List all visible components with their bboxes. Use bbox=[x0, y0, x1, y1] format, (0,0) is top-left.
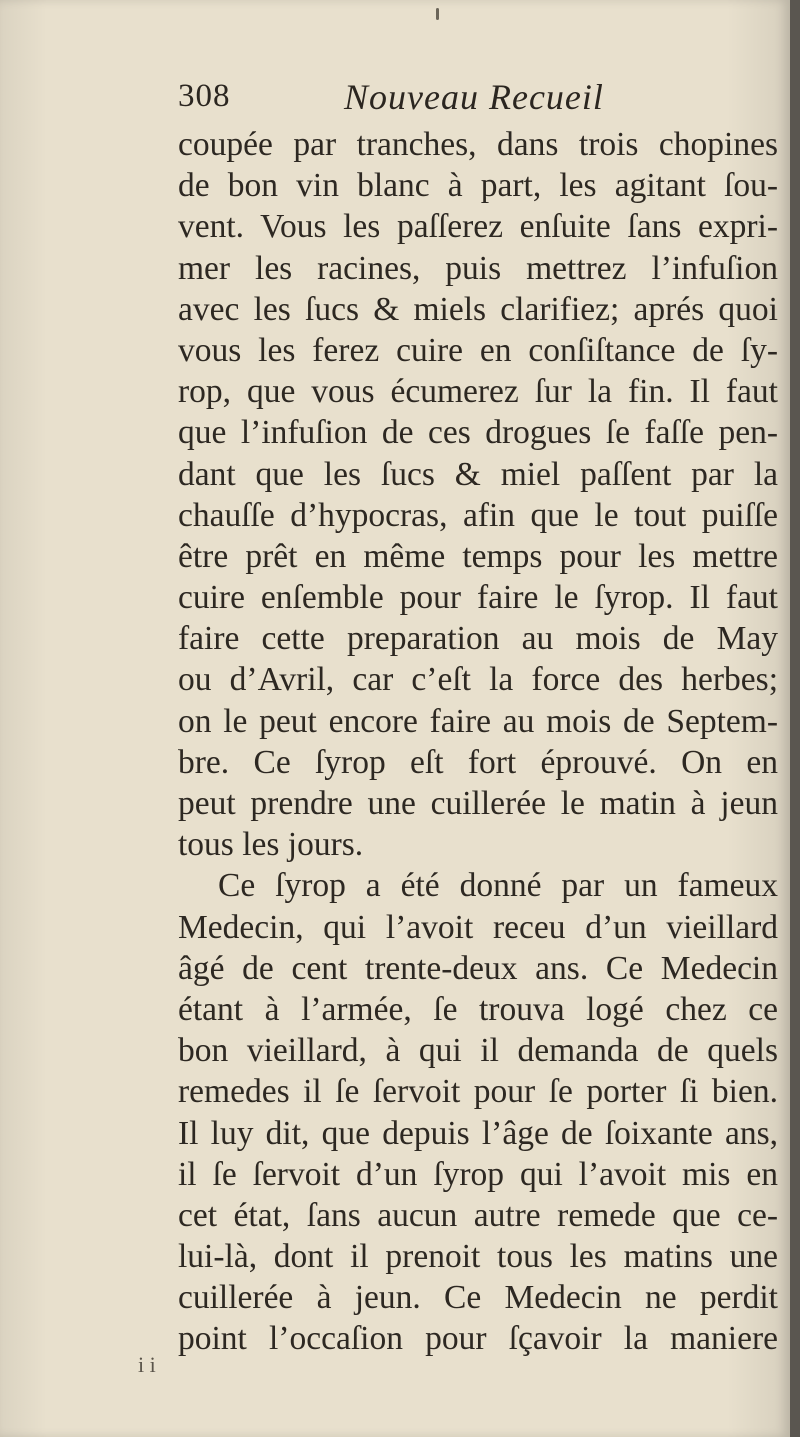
text-line: vent. Vous les paſſerez enſuite ſans expri- bbox=[178, 208, 778, 246]
text-line: Il luy dit, que depuis l’âge de ſoixante ans, bbox=[178, 1114, 778, 1152]
text-line: de bon vin blanc à part, les agitant ſou- bbox=[178, 167, 778, 205]
text-line: peut prendre une cuillerée le matin à jeun bbox=[178, 785, 778, 822]
text-line: faire cette preparation au mois de May bbox=[178, 620, 778, 658]
text-line: coupée par tranches, dans trois chopines bbox=[178, 126, 778, 163]
text-line: cuire enſemble pour faire le ſyrop. Il faut bbox=[178, 579, 778, 617]
paragraph-first-line: Ce ſyrop a été donné par un fameux bbox=[218, 867, 778, 905]
body-text bbox=[178, 124, 778, 1360]
text-line: remedes il ſe ſervoit pour ſe porter ſi bien. bbox=[178, 1073, 778, 1111]
text-line: on le peut encore faire au mois de Septem- bbox=[178, 702, 778, 740]
running-title: Nouveau Recueil bbox=[344, 77, 604, 117]
text-line: cet état, ſans aucun autre remede que ce- bbox=[178, 1196, 778, 1234]
text-line: bon vieillard, à qui il demanda de quels bbox=[178, 1032, 778, 1070]
page-edge bbox=[790, 0, 800, 1437]
text-line: ou d’Avril, car c’eſt la force des herbes; bbox=[178, 661, 778, 699]
text-line: avec les ſucs & miels clarifiez; aprés quoi bbox=[178, 290, 778, 328]
text-line: vous les ferez cuire en conſiſtance de ſy- bbox=[178, 331, 778, 369]
page-header bbox=[178, 78, 698, 128]
text-line: Medecin, qui l’avoit receu d’un vieillard bbox=[178, 908, 778, 946]
text-line: rop, que vous écumerez ſur la fin. Il faut bbox=[178, 373, 778, 411]
text-line: chauſſe d’hypocras, afin que le tout puiſſe bbox=[178, 496, 778, 534]
text-line: être prêt en même temps pour les mettre bbox=[178, 537, 778, 575]
page-number: 308 bbox=[178, 78, 231, 114]
ink-speck bbox=[436, 8, 439, 20]
text-line: dant que les ſucs & miel paſſent par la bbox=[178, 455, 778, 493]
text-line: bre. Ce ſyrop eſt fort éprouvé. On en bbox=[178, 743, 778, 781]
text-line: que l’infuſion de ces drogues ſe faſſe pen- bbox=[178, 414, 778, 452]
text-line: cuillerée à jeun. Ce Medecin ne perdit bbox=[178, 1279, 778, 1317]
text-line: étant à l’armée, ſe trouva logé chez ce bbox=[178, 990, 778, 1028]
text-line: mer les racines, puis mettrez l’infuſion bbox=[178, 249, 778, 287]
text-line: il ſe ſervoit d’un ſyrop qui l’avoit mis en bbox=[178, 1155, 778, 1193]
text-line: point l’occaſion pour ſçavoir la maniere bbox=[178, 1320, 778, 1358]
text-line: âgé de cent trente-deux ans. Ce Medecin bbox=[178, 949, 778, 987]
text-line: tous les jours. bbox=[178, 826, 364, 864]
signature-mark: i i bbox=[138, 1352, 156, 1377]
text-line: lui-là, dont il prenoit tous les matins une bbox=[178, 1238, 778, 1276]
